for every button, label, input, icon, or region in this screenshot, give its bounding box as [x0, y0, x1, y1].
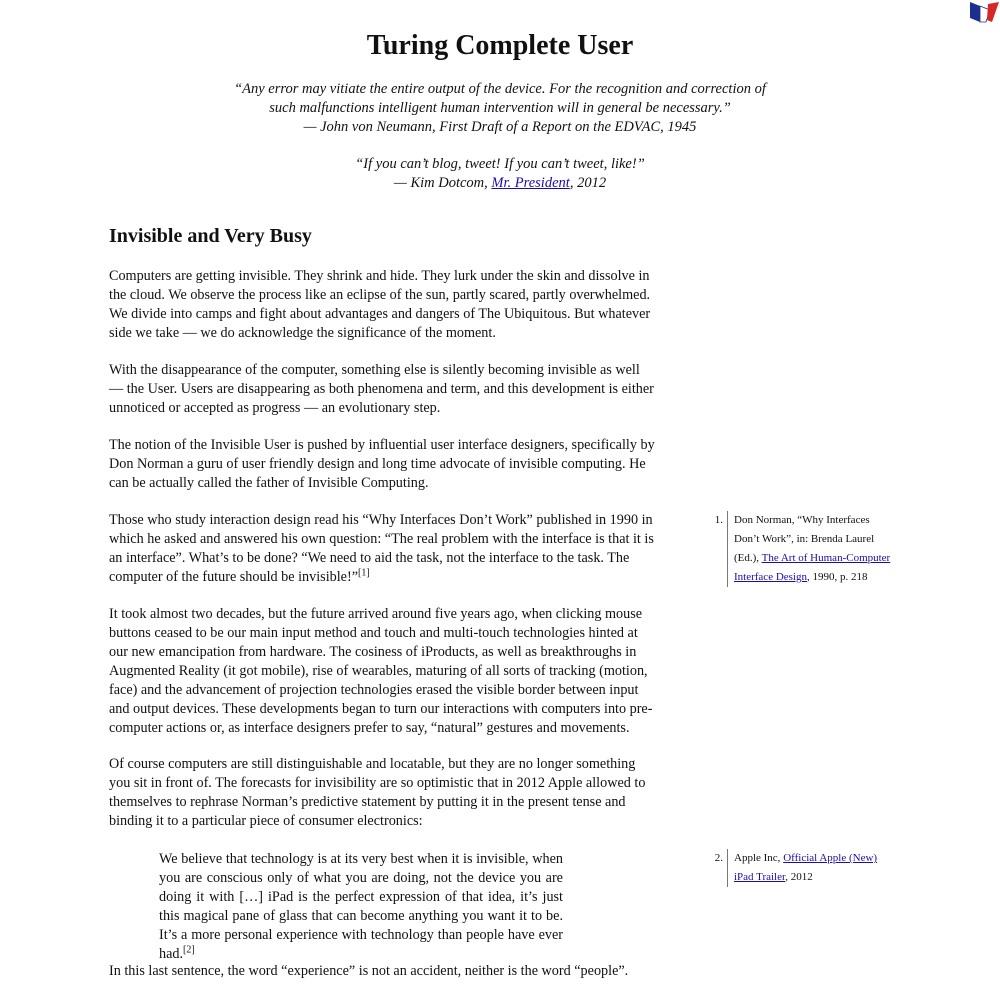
footnote-ref-2[interactable]: [2] [183, 944, 195, 956]
footnote-text: Apple Inc, [734, 852, 784, 864]
attribution-suffix: , 2012 [569, 175, 607, 191]
paragraph: Computers are getting invisible. They shrink and hide. They lurk under the skin and dissolve in the cloud. We observe the process like an eclipse of the sun, partly scared, partly overwhelmed. We divide into camps and fight about advantages and dangers of The Ubiquitous. But whatever side we take — we do acknowledge the significance of the moment. [109, 268, 651, 341]
epigraph-quote-line: such malfunctions intelligent human intervention will in general be necessary.” [269, 100, 731, 116]
footnote-link[interactable]: Official Apple (New) iPad Trailer [734, 852, 878, 883]
epigraph-quote: “If you can’t blog, tweet! If you can’t tweet, like!” [355, 156, 645, 172]
footnote-text: , 1990, p. 218 [807, 571, 868, 583]
epigraph-dotcom [200, 155, 800, 193]
mr-president-link[interactable]: Mr. President [491, 175, 570, 191]
flag-logo-icon[interactable] [968, 0, 1000, 24]
section-heading: Invisible and Very Busy [109, 225, 312, 247]
footnote-text: Don Norman, “Why Interfaces Don’t Work”, in: Brenda Laurel (Ed.), [734, 514, 875, 564]
page-title: Turing Complete User [366, 30, 634, 61]
footnote-body [727, 511, 895, 587]
paragraph: The notion of the Invisible User is pushed by influential user interface designers, specifically by Don Norman a guru of user friendly design and long time advocate of invisible computing. He can be actually called the father of Invisible Computing. [109, 437, 655, 491]
epigraph-attribution [200, 174, 800, 193]
epigraph-attribution: — John von Neumann, First Draft of a Report on the EDVAC, 1945 [303, 119, 697, 135]
paragraph: Of course computers are still distinguishable and locatable, but they are no longer something you sit in front of. The forecasts for invisibility are so optimistic that in 2012 Apple allowed to themselves to rephrase Norman’s predictive statement by putting it in the present tense and binding it to a particular piece of consumer electronics: [109, 756, 646, 829]
paragraph: In this last sentence, the word “experience” is not an accident, neither is the word “people”. [109, 963, 629, 979]
footnote-2 [705, 849, 895, 887]
paragraph: It took almost two decades, but the future arrived around five years ago, when clicking mouse buttons ceased to be our main input method and touch and multi-touch technologies hinted at our new emancipation from hardware. The cosiness of iProducts, as well as breakthroughs in Augmented Reality (it got mobile), rise of wearables, maturing of all sorts of tracking (motion, face) and the advancement of projection technologies erased the visible border between input and output devices. These developments began to turn our interactions with computers into pre-computer actions or, as interface designers prefer to say, “natural” gestures and movements. [109, 606, 653, 736]
footnote-body [727, 849, 895, 887]
footnote-ref-1[interactable]: [1] [358, 567, 370, 579]
epigraph-von-neumann [200, 80, 800, 137]
footnote-number: 1. [714, 514, 723, 526]
epigraph-quote-line: “Any error may vitiate the entire output of the device. For the recognition and correction of [234, 81, 766, 97]
footnote-1 [705, 511, 895, 587]
paragraph-text: Those who study interaction design read his “Why Interfaces Don’t Work” published in 1990 in which he asked and answered his own question: “The real problem with the interface is that it is an interface”. What’s to be done? “We need to aid the task, not the interface to the task. The computer of the future should be invisible!” [109, 512, 654, 585]
paragraph [109, 511, 657, 587]
attribution-prefix: — Kim Dotcom, [393, 175, 492, 191]
paragraph: With the disappearance of the computer, something else is silently becoming invisible as well — the User. Users are disappearing as both phenomena and term, and this development is either unnoticed or accepted as progress — an evolutionary step. [109, 362, 654, 416]
blockquote [159, 850, 563, 964]
blockquote-text: We believe that technology is at its very best when it is invisible, when you are conscious only of what you are doing, not the device you are doing it with […] iPad is the perfect expression of that idea, it’s just this magical pane of glass that can become anything you want it to be. It’s a more personal experience with technology than people have ever had. [159, 851, 563, 962]
footnote-number: 2. [714, 852, 723, 864]
footnote-text: , 2012 [785, 871, 813, 883]
footnote-link[interactable]: The Art of Human-Computer Interface Design [734, 552, 891, 583]
